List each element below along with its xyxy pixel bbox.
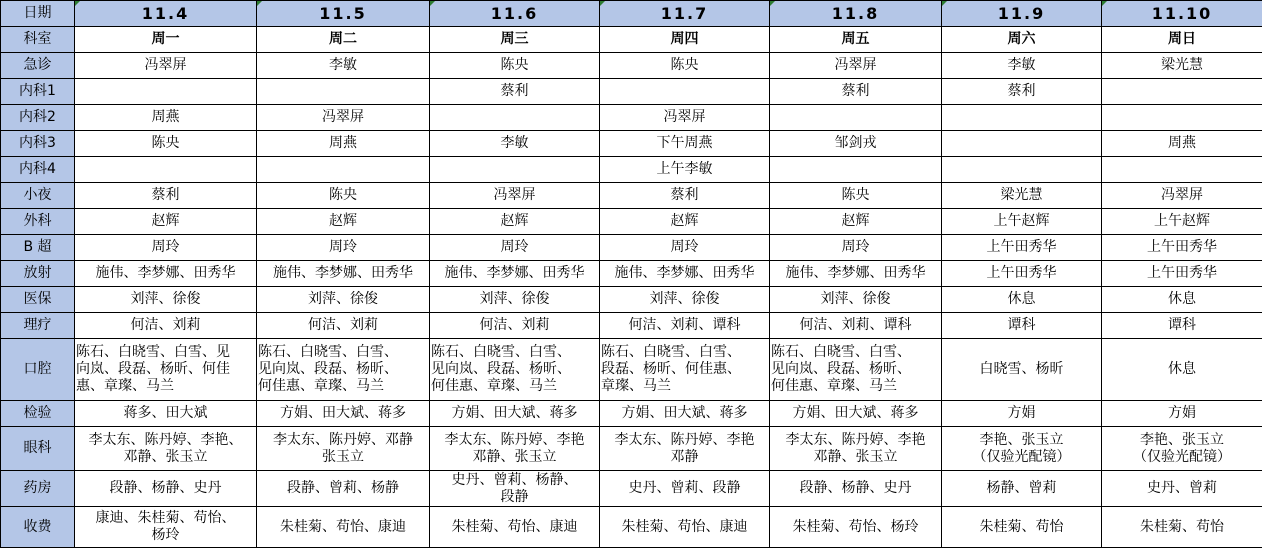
department-label: 内科4 (1, 157, 75, 183)
schedule-cell[interactable]: 李敏 (257, 53, 430, 79)
schedule-cell[interactable]: 上午田秀华 (1102, 261, 1262, 287)
table-row (1, 427, 1262, 471)
department-label: 放射 (1, 261, 75, 287)
date-header-cell: 11.10 (1102, 1, 1262, 27)
schedule-cell[interactable]: 何洁、刘莉 (257, 313, 430, 339)
schedule-cell[interactable]: 赵辉 (600, 209, 770, 235)
department-label: B 超 (1, 235, 75, 261)
schedule-cell[interactable]: 李太东、陈丹婷、李艳 邓静、张玉立 (770, 427, 942, 471)
schedule-cell[interactable] (942, 157, 1102, 183)
table-row (1, 131, 1262, 157)
schedule-cell[interactable]: 周燕 (75, 105, 257, 131)
schedule-cell[interactable]: 蒋多、田大斌 (75, 401, 257, 427)
schedule-cell[interactable]: 赵辉 (75, 209, 257, 235)
schedule-cell[interactable]: 李敏 (430, 131, 600, 157)
schedule-cell[interactable] (600, 79, 770, 105)
schedule-cell[interactable]: 休息 (1102, 287, 1262, 313)
schedule-cell[interactable]: 周玲 (770, 235, 942, 261)
schedule-cell[interactable]: 邹剑戎 (770, 131, 942, 157)
schedule-cell[interactable]: 梁光慧 (1102, 53, 1262, 79)
schedule-body (1, 1, 1262, 548)
department-label: 眼科 (1, 427, 75, 471)
schedule-cell[interactable]: 何洁、刘莉、谭科 (600, 313, 770, 339)
schedule-cell[interactable]: 史丹、曾莉、杨静、 段静 (430, 471, 600, 507)
department-label: 检验 (1, 401, 75, 427)
schedule-cell[interactable]: 方娟 (1102, 401, 1262, 427)
weekday-header-row (1, 27, 1262, 53)
schedule-cell[interactable]: 上午田秀华 (942, 261, 1102, 287)
schedule-cell[interactable] (430, 157, 600, 183)
schedule-cell[interactable] (770, 157, 942, 183)
schedule-cell[interactable]: 上午赵辉 (1102, 209, 1262, 235)
date-header-cell: 11.8 (770, 1, 942, 27)
schedule-cell[interactable]: 方娟、田大斌、蒋多 (770, 401, 942, 427)
schedule-cell[interactable]: 冯翠屏 (75, 53, 257, 79)
schedule-cell[interactable]: 蔡利 (75, 183, 257, 209)
schedule-cell[interactable]: 赵辉 (430, 209, 600, 235)
table-row (1, 401, 1262, 427)
department-label: 收费 (1, 507, 75, 548)
schedule-cell[interactable]: 史丹、曾莉、段静 (600, 471, 770, 507)
schedule-cell[interactable]: 陈石、白晓雪、白雪、 段磊、杨昕、何佳惠、 章璨、马兰 (600, 339, 770, 401)
schedule-cell[interactable]: 朱桂菊、苟怡、康迪 (430, 507, 600, 548)
date-header-cell: 11.9 (942, 1, 1102, 27)
schedule-cell[interactable]: 李太东、陈丹婷、李艳 邓静 (600, 427, 770, 471)
schedule-cell[interactable]: 朱桂菊、苟怡 (1102, 507, 1262, 548)
schedule-cell[interactable]: 休息 (942, 287, 1102, 313)
schedule-cell[interactable]: 谭科 (1102, 313, 1262, 339)
schedule-cell[interactable]: 白晓雪、杨昕 (942, 339, 1102, 401)
schedule-cell[interactable]: 陈石、白晓雪、白雪、见 向岚、段磊、杨昕、何佳 惠、章璨、马兰 (75, 339, 257, 401)
schedule-cell[interactable]: 下午周燕 (600, 131, 770, 157)
schedule-cell[interactable] (257, 157, 430, 183)
schedule-cell[interactable]: 李艳、张玉立 （仅验光配镜） (1102, 427, 1262, 471)
table-row (1, 209, 1262, 235)
schedule-cell[interactable]: 施伟、李梦娜、田秀华 (770, 261, 942, 287)
schedule-cell[interactable]: 施伟、李梦娜、田秀华 (430, 261, 600, 287)
weekday-cell: 周日 (1102, 27, 1262, 53)
schedule-cell[interactable]: 刘萍、徐俊 (770, 287, 942, 313)
department-label: 医保 (1, 287, 75, 313)
schedule-cell[interactable]: 刘萍、徐俊 (600, 287, 770, 313)
schedule-cell[interactable]: 方娟、田大斌、蒋多 (257, 401, 430, 427)
schedule-cell[interactable]: 康迪、朱桂菊、苟怡、 杨玲 (75, 507, 257, 548)
schedule-cell[interactable]: 蔡利 (600, 183, 770, 209)
schedule-cell[interactable]: 周燕 (257, 131, 430, 157)
schedule-cell[interactable]: 杨静、曾莉 (942, 471, 1102, 507)
schedule-cell[interactable]: 冯翠屏 (770, 53, 942, 79)
schedule-cell[interactable]: 段静、杨静、史丹 (770, 471, 942, 507)
schedule-cell[interactable] (430, 105, 600, 131)
schedule-cell[interactable]: 上午李敏 (600, 157, 770, 183)
schedule-cell[interactable]: 陈央 (600, 53, 770, 79)
schedule-cell[interactable]: 陈央 (430, 53, 600, 79)
date-header-cell: 11.6 (430, 1, 600, 27)
schedule-cell[interactable]: 何洁、刘莉、谭科 (770, 313, 942, 339)
date-header-row (1, 1, 1262, 27)
table-row (1, 287, 1262, 313)
schedule-cell[interactable]: 朱桂菊、苟怡、康迪 (600, 507, 770, 548)
weekday-cell: 周一 (75, 27, 257, 53)
schedule-cell[interactable]: 李敏 (942, 53, 1102, 79)
weekday-cell: 周三 (430, 27, 600, 53)
department-column-label: 科室 (1, 27, 75, 53)
schedule-cell[interactable]: 陈石、白晓雪、白雪、 见向岚、段磊、杨昕、 何佳惠、章璨、马兰 (430, 339, 600, 401)
schedule-cell[interactable]: 方娟 (942, 401, 1102, 427)
schedule-cell[interactable]: 蔡利 (770, 79, 942, 105)
department-label: 小夜 (1, 183, 75, 209)
schedule-cell[interactable]: 李太东、陈丹婷、李艳 邓静、张玉立 (430, 427, 600, 471)
schedule-cell[interactable]: 周玲 (75, 235, 257, 261)
schedule-cell[interactable]: 施伟、李梦娜、田秀华 (75, 261, 257, 287)
schedule-cell[interactable] (75, 79, 257, 105)
schedule-cell[interactable]: 刘萍、徐俊 (257, 287, 430, 313)
schedule-cell[interactable] (257, 79, 430, 105)
schedule-cell[interactable] (942, 131, 1102, 157)
schedule-cell[interactable]: 陈央 (770, 183, 942, 209)
schedule-cell[interactable]: 蔡利 (942, 79, 1102, 105)
schedule-cell[interactable] (770, 105, 942, 131)
department-label: 内科3 (1, 131, 75, 157)
department-label: 急诊 (1, 53, 75, 79)
table-row (1, 183, 1262, 209)
schedule-cell[interactable]: 陈石、白晓雪、白雪、 见向岚、段磊、杨昕、 何佳惠、章璨、马兰 (257, 339, 430, 401)
schedule-cell[interactable]: 冯翠屏 (600, 105, 770, 131)
schedule-cell[interactable]: 刘萍、徐俊 (430, 287, 600, 313)
schedule-cell[interactable]: 陈央 (75, 131, 257, 157)
schedule-cell[interactable]: 上午田秀华 (1102, 235, 1262, 261)
schedule-cell[interactable]: 施伟、李梦娜、田秀华 (600, 261, 770, 287)
schedule-cell[interactable]: 刘萍、徐俊 (75, 287, 257, 313)
schedule-cell[interactable]: 上午赵辉 (942, 209, 1102, 235)
department-label: 外科 (1, 209, 75, 235)
weekday-cell: 周四 (600, 27, 770, 53)
schedule-cell[interactable]: 施伟、李梦娜、田秀华 (257, 261, 430, 287)
schedule-cell[interactable]: 史丹、曾莉 (1102, 471, 1262, 507)
schedule-cell[interactable]: 朱桂菊、苟怡、康迪 (257, 507, 430, 548)
date-header-cell: 11.4 (75, 1, 257, 27)
date-header-cell: 11.7 (600, 1, 770, 27)
schedule-cell[interactable]: 周玲 (600, 235, 770, 261)
schedule-cell[interactable]: 冯翠屏 (1102, 183, 1262, 209)
schedule-cell[interactable]: 李艳、张玉立 （仅验光配镜） (942, 427, 1102, 471)
schedule-cell[interactable]: 陈石、白晓雪、白雪、 见向岚、段磊、杨昕、 何佳惠、章璨、马兰 (770, 339, 942, 401)
schedule-cell[interactable]: 休息 (1102, 339, 1262, 401)
date-header-cell: 11.5 (257, 1, 430, 27)
date-corner-label: 日期 (1, 1, 75, 27)
table-row (1, 507, 1262, 548)
schedule-cell[interactable]: 李太东、陈丹婷、李艳、 邓静、张玉立 (75, 427, 257, 471)
schedule-cell[interactable]: 梁光慧 (942, 183, 1102, 209)
schedule-cell[interactable] (1102, 157, 1262, 183)
schedule-cell[interactable] (75, 157, 257, 183)
schedule-cell[interactable]: 冯翠屏 (430, 183, 600, 209)
schedule-cell[interactable]: 方娟、田大斌、蒋多 (600, 401, 770, 427)
schedule-cell[interactable]: 上午田秀华 (942, 235, 1102, 261)
table-row (1, 105, 1262, 131)
schedule-cell[interactable]: 赵辉 (770, 209, 942, 235)
table-row (1, 235, 1262, 261)
schedule-cell[interactable]: 周玲 (257, 235, 430, 261)
schedule-cell[interactable]: 周燕 (1102, 131, 1262, 157)
schedule-cell[interactable]: 朱桂菊、苟怡、杨玲 (770, 507, 942, 548)
table-row (1, 157, 1262, 183)
department-label: 口腔 (1, 339, 75, 401)
department-label: 内科1 (1, 79, 75, 105)
schedule-cell[interactable]: 何洁、刘莉 (430, 313, 600, 339)
department-label: 理疗 (1, 313, 75, 339)
schedule-cell[interactable]: 谭科 (942, 313, 1102, 339)
table-row (1, 53, 1262, 79)
schedule-cell[interactable]: 蔡利 (430, 79, 600, 105)
department-label: 内科2 (1, 105, 75, 131)
weekday-cell: 周五 (770, 27, 942, 53)
table-row (1, 313, 1262, 339)
table-row (1, 471, 1262, 507)
schedule-cell[interactable] (942, 105, 1102, 131)
weekday-cell: 周二 (257, 27, 430, 53)
table-row (1, 261, 1262, 287)
schedule-cell[interactable]: 陈央 (257, 183, 430, 209)
schedule-cell[interactable] (1102, 79, 1262, 105)
schedule-cell[interactable]: 何洁、刘莉 (75, 313, 257, 339)
table-row (1, 79, 1262, 105)
schedule-cell[interactable]: 周玲 (430, 235, 600, 261)
schedule-cell[interactable]: 段静、杨静、史丹 (75, 471, 257, 507)
weekday-cell: 周六 (942, 27, 1102, 53)
schedule-cell[interactable]: 赵辉 (257, 209, 430, 235)
schedule-cell[interactable]: 冯翠屏 (257, 105, 430, 131)
table-row (1, 339, 1262, 401)
schedule-cell[interactable]: 方娟、田大斌、蒋多 (430, 401, 600, 427)
schedule-cell[interactable]: 段静、曾莉、杨静 (257, 471, 430, 507)
schedule-cell[interactable]: 李太东、陈丹婷、邓静 张玉立 (257, 427, 430, 471)
schedule-cell[interactable]: 朱桂菊、苟怡 (942, 507, 1102, 548)
department-label: 药房 (1, 471, 75, 507)
schedule-cell[interactable] (1102, 105, 1262, 131)
